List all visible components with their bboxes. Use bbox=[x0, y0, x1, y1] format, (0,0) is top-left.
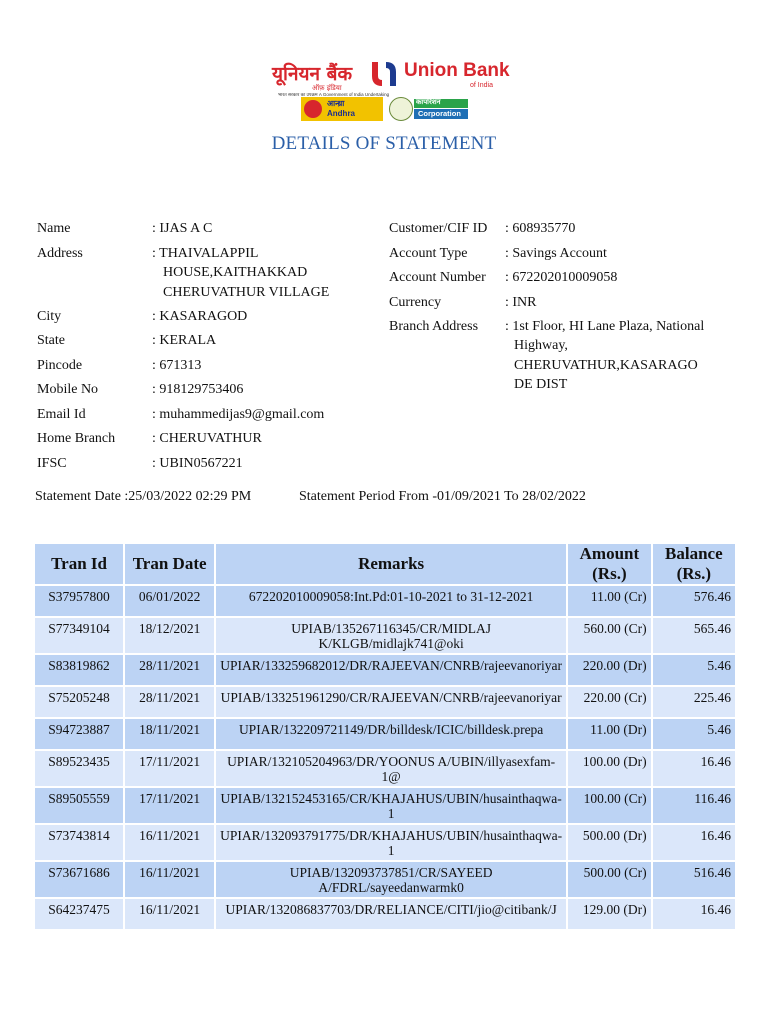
table-row bbox=[35, 751, 735, 786]
email-label: Email Id bbox=[37, 407, 86, 422]
cell-tran-date: 16/11/2021 bbox=[125, 825, 214, 860]
account-number-label: Account Number bbox=[389, 270, 486, 285]
name-label: Name bbox=[37, 221, 71, 236]
cell-amount: 11.00 (Dr) bbox=[568, 719, 651, 749]
cell-tran-date: 16/11/2021 bbox=[125, 899, 214, 929]
city-label: City bbox=[37, 309, 62, 324]
cell-remarks: UPIAB/133251961290/CR/RAJEEVAN/CNRB/rajeevanoriyar bbox=[216, 687, 566, 717]
table-header-row bbox=[35, 544, 735, 584]
home-branch-value: : CHERUVATHUR bbox=[152, 431, 262, 446]
corporation-emblem-icon bbox=[389, 97, 413, 121]
ifsc-label: IFSC bbox=[37, 456, 67, 471]
cell-tran-date: 28/11/2021 bbox=[125, 655, 214, 685]
header-balance: Balance (Rs.) bbox=[653, 544, 735, 584]
table-row bbox=[35, 899, 735, 929]
email-value: : muhammedijas9@gmail.com bbox=[152, 407, 325, 422]
hindi-bank-name: यूनियन बैंक bbox=[272, 63, 353, 85]
andhra-hindi: आन्ध्रा bbox=[327, 99, 345, 108]
ifsc-value: : UBIN0567221 bbox=[152, 456, 243, 471]
cell-amount: 11.00 (Cr) bbox=[568, 586, 651, 616]
cell-tran-id: S64237475 bbox=[35, 899, 123, 929]
mobile-label: Mobile No bbox=[37, 382, 99, 397]
bank-tagline: भारत सरकार का उपक्रम A Government of India Undertaking bbox=[278, 92, 390, 97]
cif-value: : 608935770 bbox=[505, 221, 576, 236]
cell-balance: 16.46 bbox=[653, 825, 735, 860]
state-value: : KERALA bbox=[152, 333, 217, 348]
cell-tran-id: S77349104 bbox=[35, 618, 123, 653]
cell-balance: 576.46 bbox=[653, 586, 735, 616]
cell-tran-date: 16/11/2021 bbox=[125, 862, 214, 897]
address-label: Address bbox=[37, 246, 83, 261]
cell-tran-date: 18/11/2021 bbox=[125, 719, 214, 749]
cell-remarks: UPIAB/132152453165/CR/KHAJAHUS/UBIN/husainthaqwa-1 bbox=[216, 788, 566, 823]
hindi-bank-sub: ऑफ़ इंडिया bbox=[312, 84, 342, 92]
cell-balance: 225.46 bbox=[653, 687, 735, 717]
table-row bbox=[35, 655, 735, 685]
page-title: DETAILS OF STATEMENT bbox=[271, 133, 497, 154]
state-label: State bbox=[37, 333, 65, 348]
cell-tran-id: S89523435 bbox=[35, 751, 123, 786]
cell-tran-date: 18/12/2021 bbox=[125, 618, 214, 653]
transactions-table bbox=[33, 542, 737, 931]
city-value: : KASARAGOD bbox=[152, 309, 248, 324]
cell-tran-id: S73743814 bbox=[35, 825, 123, 860]
cell-tran-id: S83819862 bbox=[35, 655, 123, 685]
header-tran-date: Tran Date bbox=[125, 544, 214, 584]
table-row bbox=[35, 862, 735, 897]
cell-balance: 5.46 bbox=[653, 655, 735, 685]
header-tran-id: Tran Id bbox=[35, 544, 123, 584]
cell-amount: 500.00 (Dr) bbox=[568, 825, 651, 860]
currency-label: Currency bbox=[389, 295, 442, 310]
branch-address-label: Branch Address bbox=[389, 319, 479, 334]
cell-tran-id: S94723887 bbox=[35, 719, 123, 749]
branch-address-line-2: Highway, bbox=[514, 338, 568, 353]
corporation-hindi: कार्पोरेशन bbox=[416, 98, 441, 106]
statement-date: Statement Date :25/03/2022 02:29 PM bbox=[35, 489, 252, 504]
pincode-value: : 671313 bbox=[152, 358, 202, 373]
cell-amount: 100.00 (Cr) bbox=[568, 788, 651, 823]
cell-amount: 220.00 (Cr) bbox=[568, 687, 651, 717]
address-line-2: HOUSE,KAITHAKKAD bbox=[163, 265, 308, 280]
header-amount: Amount (Rs.) bbox=[568, 544, 651, 584]
cell-remarks: UPIAB/135267116345/CR/MIDLAJ K/KLGB/midlajk741@oki bbox=[216, 618, 566, 653]
statement-period: Statement Period From -01/09/2021 To 28/02/2022 bbox=[299, 489, 586, 504]
cell-remarks: UPIAB/132093737851/CR/SAYEED A/FDRL/sayeedanwarmk0 bbox=[216, 862, 566, 897]
branch-address-line-1: : 1st Floor, HI Lane Plaza, National bbox=[505, 319, 705, 334]
table-row bbox=[35, 719, 735, 749]
cell-amount: 100.00 (Dr) bbox=[568, 751, 651, 786]
branch-address-line-4: DE DIST bbox=[514, 377, 568, 392]
table-row bbox=[35, 788, 735, 823]
account-type-value: : Savings Account bbox=[505, 246, 607, 261]
cell-balance: 16.46 bbox=[653, 751, 735, 786]
pincode-label: Pincode bbox=[37, 358, 83, 373]
corporation-name: Corporation bbox=[418, 109, 461, 118]
cell-tran-date: 17/11/2021 bbox=[125, 788, 214, 823]
andhra-name: Andhra bbox=[327, 109, 355, 118]
currency-value: : INR bbox=[505, 295, 537, 310]
cif-label: Customer/CIF ID bbox=[389, 221, 488, 236]
cell-remarks: 672202010009058:Int.Pd:01-10-2021 to 31-12-2021 bbox=[216, 586, 566, 616]
mobile-value: : 918129753406 bbox=[152, 382, 244, 397]
cell-balance: 516.46 bbox=[653, 862, 735, 897]
header-remarks: Remarks bbox=[216, 544, 566, 584]
cell-remarks: UPIAR/132105204963/DR/YOONUS A/UBIN/illyasexfam-1@ bbox=[216, 751, 566, 786]
bank-logo bbox=[0, 52, 768, 122]
address-line-1: : THAIVALAPPIL bbox=[152, 246, 259, 261]
cell-remarks: UPIAR/132209721149/DR/billdesk/ICIC/billdesk.prepa bbox=[216, 719, 566, 749]
cell-amount: 500.00 (Cr) bbox=[568, 862, 651, 897]
cell-balance: 565.46 bbox=[653, 618, 735, 653]
cell-balance: 5.46 bbox=[653, 719, 735, 749]
cell-remarks: UPIAR/133259682012/DR/RAJEEVAN/CNRB/rajeevanoriyar bbox=[216, 655, 566, 685]
cell-remarks: UPIAR/132086837703/DR/RELIANCE/CITI/jio@citibank/J bbox=[216, 899, 566, 929]
bank-name-sub: of India bbox=[470, 82, 493, 89]
andhra-bank-logo bbox=[301, 97, 383, 121]
cell-tran-id: S75205248 bbox=[35, 687, 123, 717]
cell-amount: 220.00 (Dr) bbox=[568, 655, 651, 685]
table-row bbox=[35, 687, 735, 717]
cell-balance: 116.46 bbox=[653, 788, 735, 823]
andhra-emblem-icon bbox=[304, 100, 322, 118]
name-value: : IJAS A C bbox=[152, 221, 213, 236]
table-row bbox=[35, 618, 735, 653]
cell-amount: 560.00 (Cr) bbox=[568, 618, 651, 653]
union-bank-emblem-icon bbox=[368, 58, 400, 90]
cell-amount: 129.00 (Dr) bbox=[568, 899, 651, 929]
cell-remarks: UPIAR/132093791775/DR/KHAJAHUS/UBIN/husainthaqwa-1 bbox=[216, 825, 566, 860]
table-row bbox=[35, 586, 735, 616]
bank-name: Union Bank bbox=[404, 60, 510, 81]
cell-tran-date: 17/11/2021 bbox=[125, 751, 214, 786]
cell-tran-id: S89505559 bbox=[35, 788, 123, 823]
account-type-label: Account Type bbox=[389, 246, 468, 261]
cell-tran-date: 28/11/2021 bbox=[125, 687, 214, 717]
transactions-body bbox=[35, 586, 735, 929]
account-number-value: : 672202010009058 bbox=[505, 270, 618, 285]
cell-balance: 16.46 bbox=[653, 899, 735, 929]
address-line-3: CHERUVATHUR VILLAGE bbox=[163, 285, 330, 300]
branch-address-line-3: CHERUVATHUR,KASARAGO bbox=[514, 358, 698, 373]
cell-tran-id: S73671686 bbox=[35, 862, 123, 897]
cell-tran-id: S37957800 bbox=[35, 586, 123, 616]
table-row bbox=[35, 825, 735, 860]
corporation-bank-logo bbox=[388, 97, 468, 121]
home-branch-label: Home Branch bbox=[37, 431, 116, 446]
cell-tran-date: 06/01/2022 bbox=[125, 586, 214, 616]
